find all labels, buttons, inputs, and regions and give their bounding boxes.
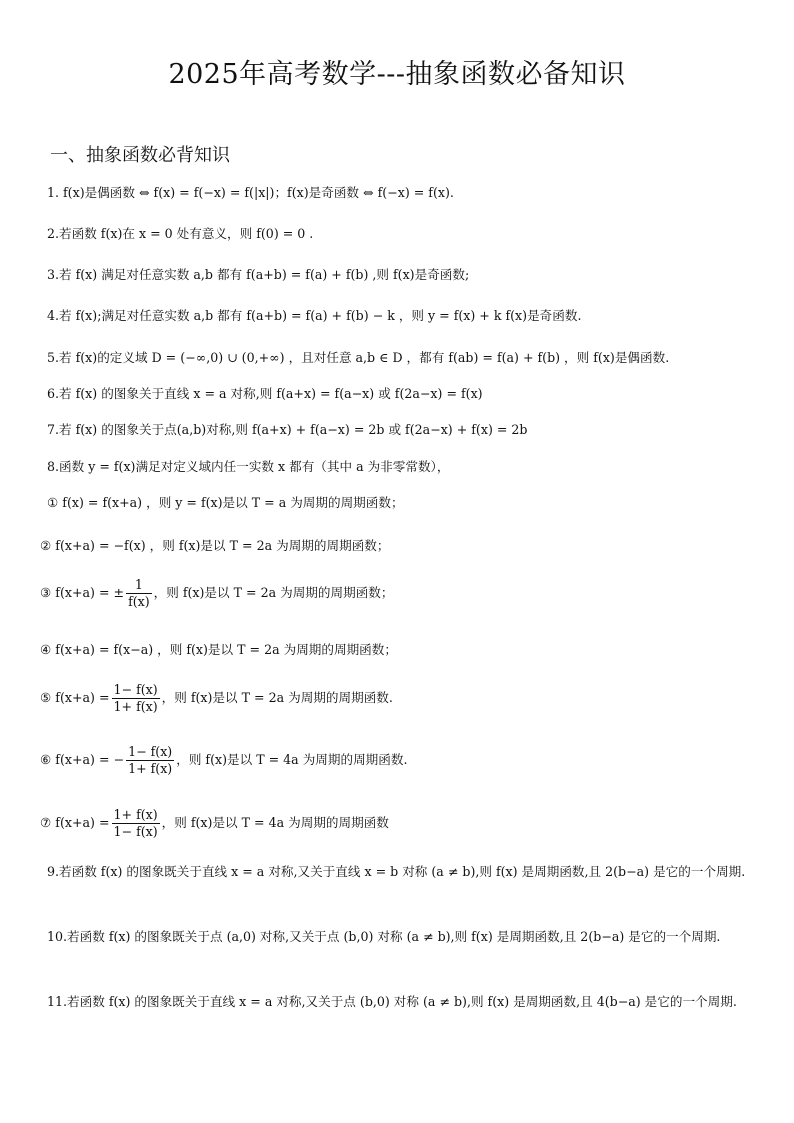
item-4: 4.若 f(x);满足对任意实数 a,b 都有 f(a+b) = f(a) + f(b) − k ，则 y = f(x) + k f(x)是奇函数. — [47, 308, 582, 323]
sub-item-2 — [40, 536, 389, 556]
fraction-denominator: 1+ f(x) — [128, 761, 173, 776]
fraction-numerator: 1+ f(x) — [113, 807, 158, 822]
section-heading: 一、抽象函数必背知识 — [50, 145, 230, 166]
sub-item-7 — [40, 807, 389, 840]
item-8: 8.函数 y = f(x)满足对定义域内任一实数 x 都有（其中 a 为非零常数）， — [47, 459, 450, 474]
fraction — [112, 807, 160, 840]
item-6: 6.若 f(x) 的图象关于直线 x = a 对称,则 f(a+x) = f(a−x) 或 f(2a−x) = f(x) — [47, 386, 483, 401]
sub-item-tail: ，则 f(x)是以 T = 4a 为周期的周期函数 — [161, 815, 389, 830]
item-9: 9.若函数 f(x) 的图象既关于直线 x = a 对称,又关于直线 x = b 对称 (a ≠ b),则 f(x) 是周期函数,且 2(b−a) 是它的一个周期. — [47, 864, 746, 879]
sub-item-lead: ⑥ f(x+a) = − — [40, 752, 125, 767]
item-7: 7.若 f(x) 的图象关于点(a,b)对称,则 f(a+x) + f(a−x) = 2b 或 f(2a−x) + f(x) = 2b — [47, 422, 528, 437]
sub-item-5 — [40, 682, 393, 715]
sub-item-tail: ，则 f(x)是以 T = 2a 为周期的周期函数； — [153, 585, 394, 600]
item-5: 5.若 f(x)的定义域 D = (−∞,0) ∪ (0,+∞) ，且对任意 a,b ∈ D ，都有 f(ab) = f(a) + f(b) ，则 f(x)是偶函数. — [47, 350, 670, 365]
fraction-numerator: 1 — [126, 577, 152, 594]
fraction-numerator: 1− f(x) — [128, 744, 173, 759]
sub-item-lead: ⑦ f(x+a) = — [40, 815, 110, 830]
item-3: 3.若 f(x) 满足对任意实数 a,b 都有 f(a+b) = f(a) + f(b) ,则 f(x)是奇函数; — [47, 267, 470, 282]
sub-item-6 — [40, 744, 407, 777]
fraction-numerator: 1− f(x) — [113, 682, 158, 697]
fraction-denominator: f(x) — [128, 594, 150, 609]
sub-item-lead: ② f(x+a) = −f(x) ，则 f(x)是以 T = 2a 为周期的周期函数； — [40, 538, 390, 553]
fraction — [112, 682, 160, 715]
sub-item-tail: ，则 f(x)是以 T = 2a 为周期的周期函数. — [161, 690, 393, 705]
page-title: 2025年高考数学---抽象函数必备知识 — [168, 59, 626, 90]
item-1: 1. f(x)是偶函数 ⇔ f(x) = f(−x) = f(|x|)；f(x)是奇函数 ⇔ f(−x) = f(x). — [47, 185, 454, 200]
sub-item-lead: ⑤ f(x+a) = — [40, 690, 110, 705]
sub-item-4 — [40, 640, 397, 660]
item-11: 11.若函数 f(x) 的图象既关于直线 x = a 对称,又关于点 (b,0) 对称 (a ≠ b),则 f(x) 是周期函数,且 4(b−a) 是它的一个周期. — [47, 994, 737, 1009]
sub-item-1 — [47, 493, 404, 513]
sub-item-3 — [40, 577, 393, 610]
item-2: 2.若函数 f(x)在 x = 0 处有意义，则 f(0) = 0 . — [47, 226, 314, 241]
fraction-denominator: 1− f(x) — [113, 824, 158, 839]
item-10: 10.若函数 f(x) 的图象既关于点 (a,0) 对称,又关于点 (b,0) 对称 (a ≠ b),则 f(x) 是周期函数,且 2(b−a) 是它的一个周期. — [47, 929, 721, 944]
sub-item-lead: ④ f(x+a) = f(x−a) ，则 f(x)是以 T = 2a 为周期的周期函数； — [40, 642, 397, 657]
fraction — [126, 744, 174, 777]
sub-item-lead: ① f(x) = f(x+a) ，则 y = f(x)是以 T = a 为周期的周期函数； — [47, 495, 404, 510]
fraction-denominator: 1+ f(x) — [113, 699, 158, 714]
fraction — [126, 577, 152, 610]
sub-item-tail: ，则 f(x)是以 T = 4a 为周期的周期函数. — [176, 752, 408, 767]
sub-item-lead: ③ f(x+a) = ± — [40, 585, 125, 600]
